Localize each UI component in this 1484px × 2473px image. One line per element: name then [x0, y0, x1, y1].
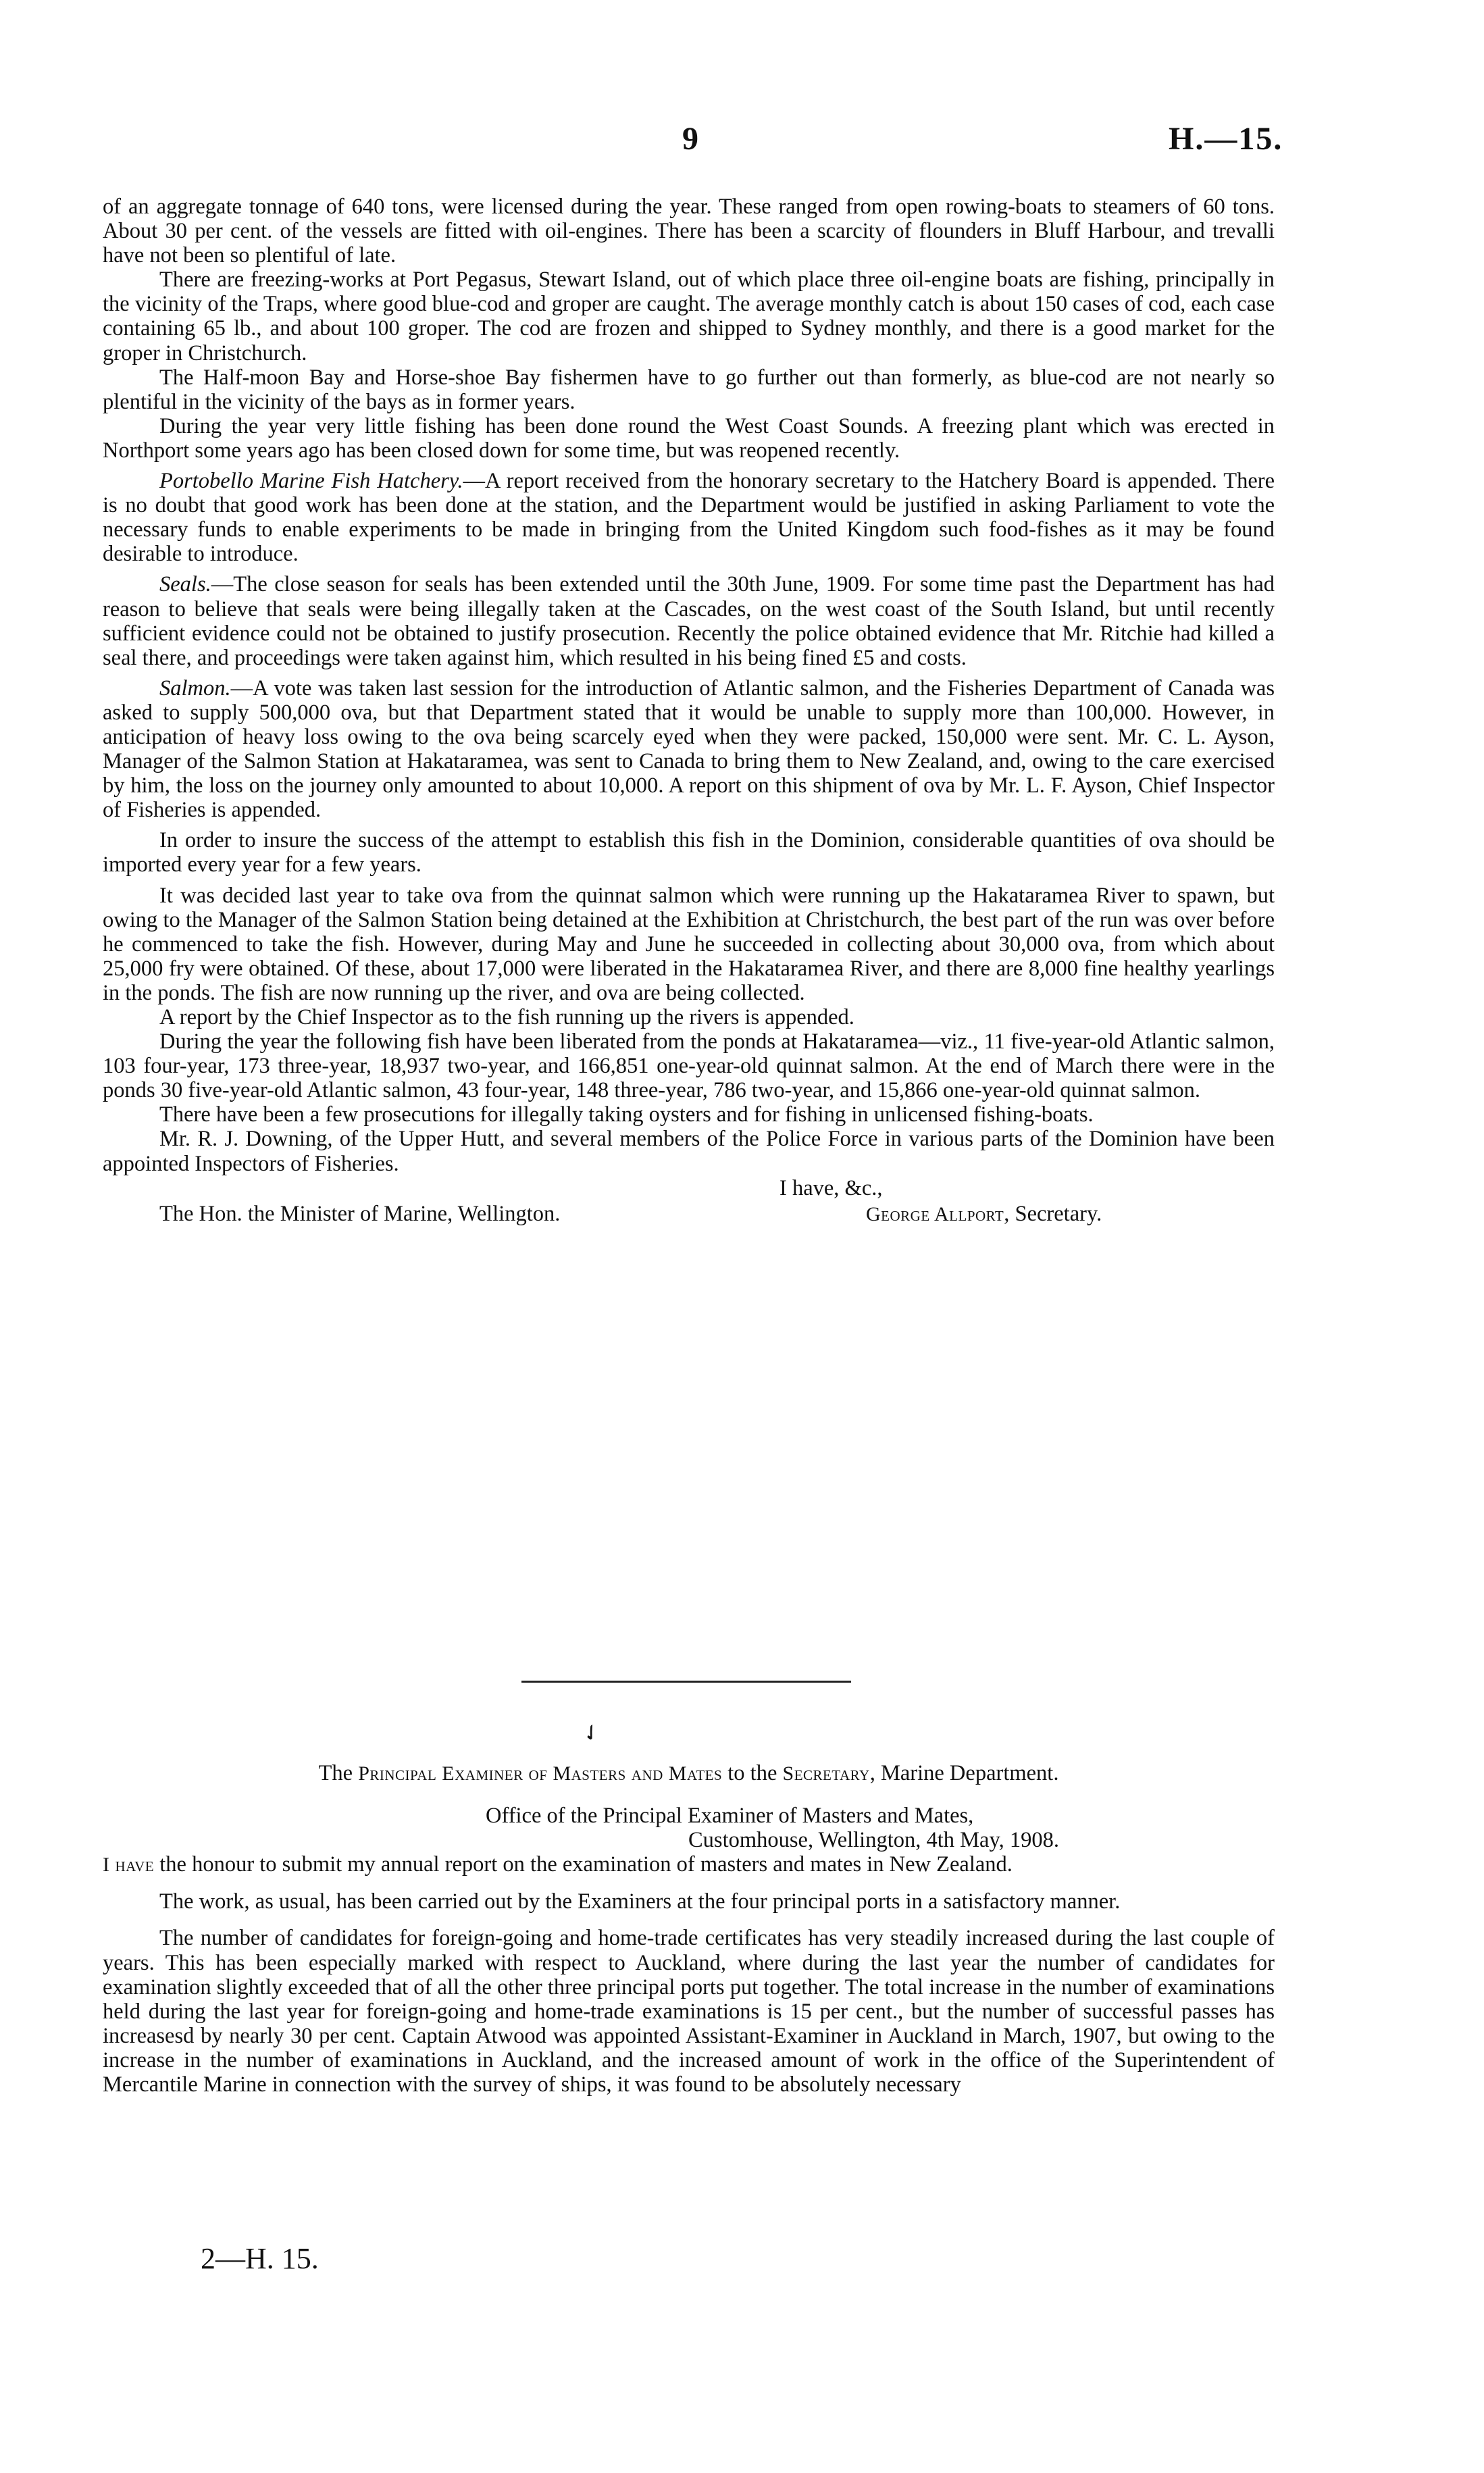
- closing: I have, &c.,: [779, 1175, 883, 1200]
- paragraph: There have been a few prosecutions for illegally taking oysters and for fishing in unlicensed fishing-boats.: [159, 1102, 1094, 1127]
- office-address: Office of the Principal Examiner of Masters and Mates,: [486, 1804, 974, 1829]
- marine-department-report: [103, 195, 1275, 1229]
- title-text: The: [318, 1761, 359, 1785]
- signature: [866, 1202, 1102, 1227]
- salmon-paragraph: [103, 676, 1275, 823]
- section-divider: [521, 1681, 851, 1683]
- paragraph: During the year very little fishing has been done round the West Coast Sounds. A freezing plant which was erected in Northport some years ago has been closed down for some time, but was reopened recently.: [103, 413, 1275, 463]
- hatchery-paragraph: [103, 469, 1275, 566]
- paragraph: The work, as usual, has been carried out by the Examiners at the four principal ports in a satisfactory manner.: [159, 1889, 1121, 1914]
- section-heading: Seals.: [159, 572, 211, 597]
- signature-title: , Secretary.: [1004, 1201, 1102, 1226]
- paragraph: It was decided last year to take ova from the quinnat salmon which were running up the Hakataramea River to spawn, but owing to the Manager of the Salmon Station being detained at the Exhibition at Christchurch, the best part of the run was over before he commenced to take the fish. However, during May and June he succeeded in collecting about 30,000 ova, from which about 25,000 fry were obtained. Of these, about 17,000 were liberated in the Hakataramea River, and there are 8,000 fine healthy yearlings in the ponds. The fish are now running up the river, and ova are being collected.: [103, 883, 1275, 1005]
- paragraph: The number of candidates for foreign-going and home-trade certificates has very steadily increased during the last couple of years. This has been especially marked with respect to Auckland, where during the last year the number of candidates for examination slightly exceeded that of all the other three principal ports put together. The total increase in the number of examinations held during the last year for foreign-going and home-trade examinations is 15 per cent., but the number of successful passes has increasesd by nearly 30 per cent. Captain Atwood was appointed Assistant-Examiner in Auckland in March, 1907, but owing to the increase in the number of examinations in Auckland, and the increased amount of work in the office of the Superintendent of Mercantile Marine in connection with the survey of ships, it was found to be absolutely necessary: [103, 1926, 1275, 2097]
- paragraph: The Half-moon Bay and Horse-shoe Bay fishermen have to go further out than formerly, as blue-cod are not nearly so plentiful in the vicinity of the bays as in former years.: [103, 365, 1275, 414]
- title-text: to the: [722, 1761, 783, 1785]
- seals-paragraph: [103, 572, 1275, 669]
- signature-line: [103, 1202, 1275, 1229]
- paragraph: Mr. R. J. Downing, of the Upper Hutt, and several members of the Police Force in various parts of the Dominion have been appointed Inspectors of Fisheries.: [103, 1127, 1275, 1176]
- addressee: The Hon. the Minister of Marine, Wellington.: [159, 1201, 561, 1226]
- paragraph-text: —The close season for seals has been extended until the 30th June, 1909. For some time past the Department has had reason to believe that seals were being illegally taken at the Cascades, on the west coast of the South Island, but until recently sufficient evidence could not be obtained to justify prosecution. Recently the police obtained evidence that Mr. Ritchie had killed a seal there, and proceedings were taken against him, which resulted in his being fined £5 and costs.: [103, 572, 1275, 670]
- paragraph-text: —A vote was taken last session for the introduction of Atlantic salmon, and the Fisheries Department of Canada was asked to supply 500,000 ova, but that Department stated that it would be unable to supply more than 100,000. However, in anticipation of heavy loss owing to the ova being scarcely eyed when they were packed, 150,000 were sent. Mr. C. L. Ayson, Manager of the Salmon Station at Hakataramea, was sent to Canada to bring them to New Zealand, and, owing to the care exercised by him, the loss on the journey only amounted to about 10,000. A report on this shipment of ova by Mr. L. F. Ayson, Chief Inspector of Fisheries is appended.: [103, 675, 1275, 823]
- document-code: H.—15.: [1169, 121, 1283, 157]
- signature-mark: 2—H. 15.: [201, 2242, 319, 2275]
- report-title: [103, 1761, 1275, 1786]
- office-date: Customhouse, Wellington, 4th May, 1908.: [688, 1828, 1059, 1853]
- paragraph-text: the honour to submit my annual report on the examination of masters and mates in New Zealand.: [154, 1852, 1013, 1877]
- title-sender: Principal Examiner of Masters and Mates: [358, 1762, 723, 1785]
- examiner-report: [103, 1761, 1275, 2097]
- page-number: 9: [682, 121, 698, 157]
- opening-paragraph: [103, 1852, 1275, 1877]
- title-recipient: Secretary: [782, 1762, 870, 1785]
- paragraph: In order to insure the success of the attempt to establish this fish in the Dominion, considerable quantities of ova should be imported every year for a few years.: [103, 828, 1275, 877]
- paragraph-text: —A report received from the honorary secretary to the Hatchery Board is appended. There is no doubt that good work has been done at the station, and the Department would be justified in asking Parliament to vote the necessary funds to enable experiments to be made in bringing from the United Kingdom such food-fishes as it may be found desirable to introduce.: [103, 469, 1275, 567]
- paragraph: A report by the Chief Inspector as to the fish running up the rivers is appended.: [159, 1005, 854, 1029]
- paragraph: of an aggregate tonnage of 640 tons, were licensed during the year. These ranged from open rowing-boats to steamers of 60 tons. About 30 per cent. of the vessels are fitted with oil-engines. There has been a scarcity of flounders in Bluff Harbour, and trevalli have not been so plentiful of late.: [103, 195, 1275, 268]
- title-text: , Marine Department.: [869, 1761, 1059, 1785]
- paragraph: During the year the following fish have been liberated from the ponds at Hakataramea—viz., 11 five-year-old Atlantic salmon, 103 four-year, 173 three-year, 18,937 two-year, and 166,851 one-year-old quinnat salmon. At the end of March there were in the ponds 30 five-year-old Atlantic salmon, 43 four-year, 148 three-year, 786 two-year, and 15,866 one-year-old quinnat salmon.: [103, 1029, 1275, 1103]
- check-mark: ✓: [577, 1717, 606, 1748]
- opening-caps: I have: [103, 1854, 155, 1877]
- section-heading: Salmon.: [159, 675, 231, 700]
- signature-name: George Allport: [866, 1202, 1004, 1225]
- paragraph: There are freezing-works at Port Pegasus, Stewart Island, out of which place three oil-engine boats are fishing, principally in the vicinity of the Traps, where good blue-cod and groper are caught. The average monthly catch is about 150 cases of cod, each case containing 65 lb., and about 100 groper. The cod are frozen and shipped to Sydney monthly, and there is a good market for the groper in Christchurch.: [103, 267, 1275, 365]
- closing-line: [103, 1176, 1275, 1200]
- section-heading: Portobello Marine Fish Hatchery.: [159, 469, 463, 494]
